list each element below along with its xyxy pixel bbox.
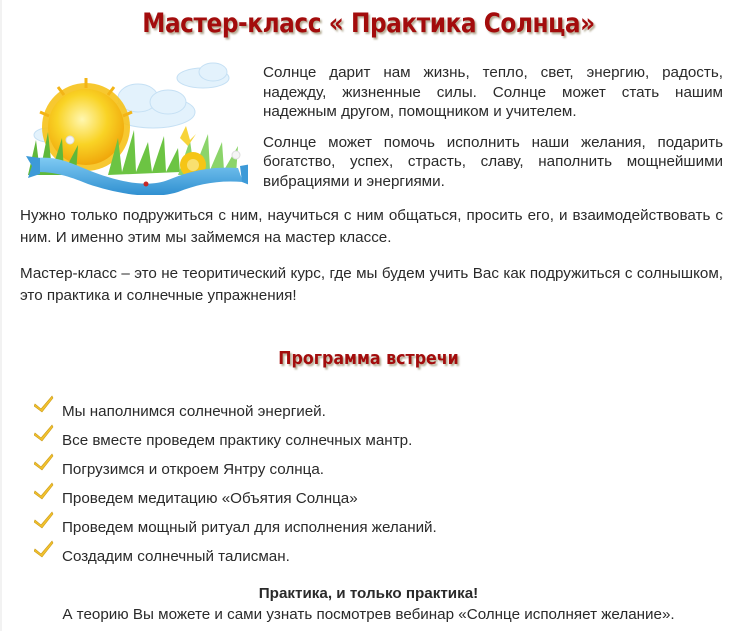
checkmark-icon [34,482,54,500]
checkmark-icon [34,453,54,471]
program-title: Программа встречи [278,348,459,369]
body-paragraph: Мастер-класс – это не теоритический курс, где мы будем учить Вас как подружиться с солнышком, это практика и солнечные упражнения! [20,265,723,304]
body-paragraph: Нужно только подружиться с ним, научиться с ним общаться, просить его, и взаимодействовать с ним. И именно этим мы займемся на мастер классе. [20,207,723,246]
footer-emphasis: Практика, и только практика! [258,585,479,602]
hero-sun-illustration [18,60,248,195]
list-item-text: Проведем мощный ритуал для исполнения желаний. [62,519,437,536]
intro-paragraph: Солнце может помочь исполнить наши желания, подарить богатство, успех, страсть, славу, наполнить мощнейшими вибрациями и энергиями. [263,133,723,190]
list-item [34,511,437,540]
list-item [34,482,437,511]
checkmark-icon [34,424,54,442]
page-title: Мастер-класс « Практика Солнца» [142,8,595,39]
list-item [34,453,437,482]
list-item [34,395,437,424]
page-left-border [0,0,2,631]
list-item-text: Все вместе проведем практику солнечных мантр. [62,432,413,449]
intro-text [263,63,723,202]
intro-paragraph: Солнце дарит нам жизнь, тепло, свет, энергию, радость, надежду, жизненные силы. Солнце может стать нашим надежным другом, помощником и учителем. [263,64,723,120]
list-item-text: Погрузимся и откроем Янтру солнца. [62,461,325,478]
list-item-text: Мы наполнимся солнечной энергией. [62,403,326,420]
list-item [34,540,437,569]
checkmark-icon [34,540,54,558]
sun-landscape-icon [18,60,248,195]
list-item [34,424,437,453]
footer-webinar-note: А теорию Вы можете и сами узнать посмотрев вебинар «Солнце исполняет желание». [62,606,675,623]
program-list [34,395,437,569]
checkmark-icon [34,395,54,413]
list-item-text: Проведем медитацию «Объятия Солнца» [62,490,358,507]
checkmark-icon [34,511,54,529]
list-item-text: Создадим солнечный талисман. [62,548,290,565]
footer-note [0,583,737,625]
